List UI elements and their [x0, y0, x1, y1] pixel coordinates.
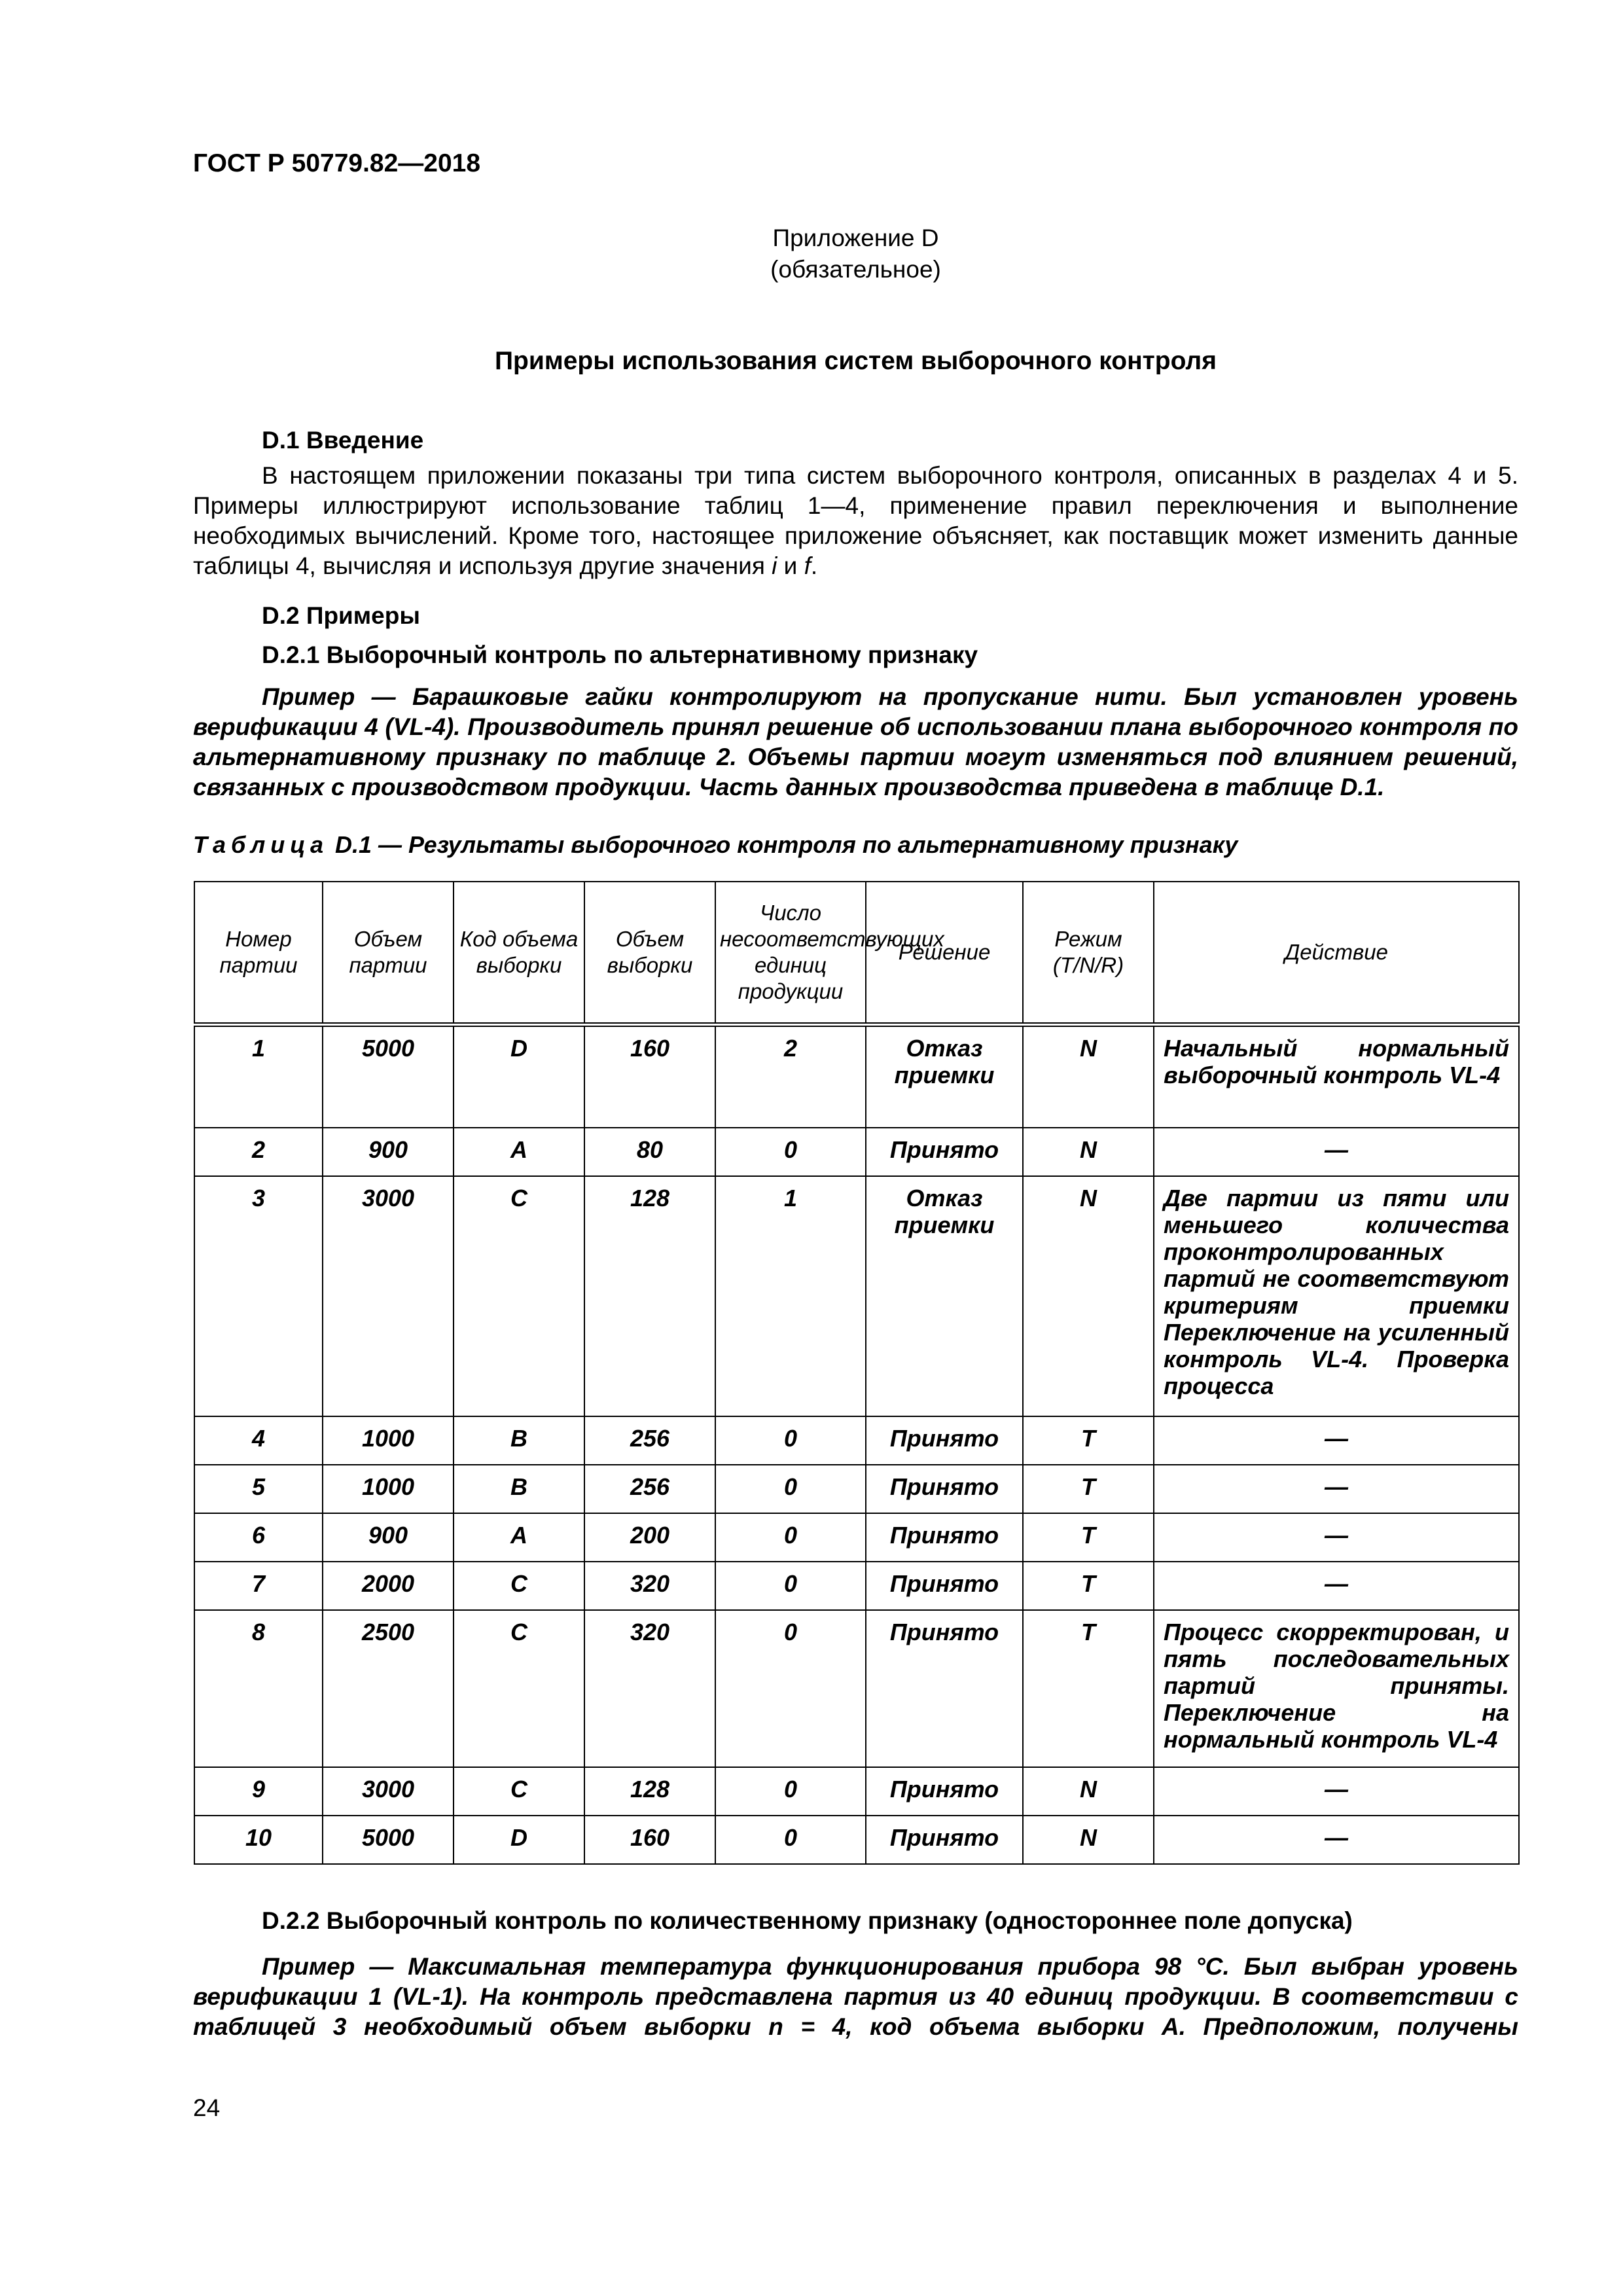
results-table	[194, 881, 1520, 1865]
appendix-label	[193, 223, 1518, 285]
and-text: и	[777, 552, 804, 579]
table-row	[194, 1128, 1519, 1176]
cell-action: —	[1154, 1767, 1519, 1816]
section-heading-d22: D.2.2 Выборочный контроль по количественному признаку (одностороннее поле допуска)	[262, 1907, 1353, 1934]
cell-sample-size: 160	[584, 1024, 715, 1128]
table-row	[194, 1610, 1519, 1767]
cell-nonconforming: 1	[715, 1176, 866, 1416]
cell-mode: N	[1023, 1816, 1154, 1864]
cell-lot-size: 3000	[323, 1767, 454, 1816]
cell-nonconforming: 0	[715, 1128, 866, 1176]
cell-sample-code: C	[454, 1562, 584, 1610]
cell-decision: Принято	[866, 1767, 1023, 1816]
cell-sample-code: D	[454, 1024, 584, 1128]
cell-decision: Принято	[866, 1416, 1023, 1465]
cell-sample-size: 200	[584, 1513, 715, 1562]
cell-lot: 6	[194, 1513, 323, 1562]
cell-lot-size: 5000	[323, 1816, 454, 1864]
table-row	[194, 1816, 1519, 1864]
cell-lot: 9	[194, 1767, 323, 1816]
cell-mode: T	[1023, 1465, 1154, 1513]
example-d21: Пример — Барашковые гайки контролируют на пропускание нити. Был установлен уровень верификации 4 (VL-4). Производитель принял решение об использовании плана выборочного контроля по альтернативному признаку по таблице 2. Объемы партии могут изменяться под влиянием решений, связанных с производством продукции. Часть данных производства приведена в таблице D.1.	[193, 683, 1518, 800]
cell-action: —	[1154, 1816, 1519, 1864]
examples-section	[193, 601, 1518, 802]
cell-action: —	[1154, 1465, 1519, 1513]
cell-sample-size: 256	[584, 1416, 715, 1465]
cell-mode: T	[1023, 1513, 1154, 1562]
cell-sample-size: 80	[584, 1128, 715, 1176]
intro-section	[193, 425, 1518, 581]
cell-sample-size: 256	[584, 1465, 715, 1513]
appendix-status: (обязательное)	[770, 256, 941, 283]
cell-nonconforming: 0	[715, 1562, 866, 1610]
cell-lot-size: 900	[323, 1513, 454, 1562]
cell-lot: 4	[194, 1416, 323, 1465]
header-sample-size: Объем выборки	[584, 882, 715, 1024]
period: .	[810, 552, 818, 579]
cell-sample-code: C	[454, 1176, 584, 1416]
document-header: ГОСТ Р 50779.82—2018	[193, 149, 481, 177]
cell-lot: 5	[194, 1465, 323, 1513]
cell-mode: N	[1023, 1128, 1154, 1176]
cell-mode: N	[1023, 1767, 1154, 1816]
header-action: Действие	[1154, 882, 1519, 1024]
cell-sample-size: 160	[584, 1816, 715, 1864]
caption-word: Таблица	[193, 831, 329, 858]
header-sample-code: Код объема выборки	[454, 882, 584, 1024]
cell-action: Процесс скорректирован, и пять последовательных партий приняты. Переключение на нормальный контроль VL-4	[1154, 1610, 1519, 1767]
example-d22: Пример — Максимальная температура функционирования прибора 98 °С. Был выбран уровень верификации 1 (VL-1). На контроль представлена партия из 40 единиц продукции. В соответствии с таблицей 3 необходимый объем выборки n = 4, код объема выборки А. Предположим, получены	[193, 1953, 1518, 2040]
cell-lot-size: 1000	[323, 1465, 454, 1513]
cell-lot-size: 3000	[323, 1176, 454, 1416]
cell-nonconforming: 0	[715, 1816, 866, 1864]
table-row	[194, 1767, 1519, 1816]
table-row	[194, 1416, 1519, 1465]
cell-sample-size: 320	[584, 1610, 715, 1767]
section-heading-d1: D.1 Введение	[262, 427, 424, 454]
cell-action: Начальный нормальный выборочный контроль VL-4	[1154, 1024, 1519, 1128]
cell-nonconforming: 0	[715, 1513, 866, 1562]
d1-text: В настоящем приложении показаны три типа систем выборочного контроля, описанных в разделах 4 и 5. Примеры иллюстрируют использование таблиц 1—4, применение правил переключения и выполнение необходимых вычислений. Кроме того, настоящее приложение объясняет, как поставщик может изменить данные таблицы 4, вычисляя и используя другие значения	[193, 462, 1518, 579]
section-d22	[193, 1906, 1518, 2042]
cell-lot-size: 2000	[323, 1562, 454, 1610]
cell-mode: T	[1023, 1610, 1154, 1767]
header-mode: Режим (T/N/R)	[1023, 882, 1154, 1024]
cell-decision: Принято	[866, 1513, 1023, 1562]
header-lot: Номер партии	[194, 882, 323, 1024]
cell-lot-size: 1000	[323, 1416, 454, 1465]
cell-sample-code: C	[454, 1610, 584, 1767]
table-row	[194, 1465, 1519, 1513]
cell-action: —	[1154, 1513, 1519, 1562]
table-row	[194, 1562, 1519, 1610]
cell-sample-code: A	[454, 1513, 584, 1562]
cell-decision: Принято	[866, 1128, 1023, 1176]
table-header-row	[194, 882, 1519, 1024]
cell-decision: Принято	[866, 1562, 1023, 1610]
header-decision: Решение	[866, 882, 1023, 1024]
cell-sample-code: B	[454, 1416, 584, 1465]
cell-mode: T	[1023, 1562, 1154, 1610]
table-row	[194, 1176, 1519, 1416]
cell-action: —	[1154, 1128, 1519, 1176]
cell-mode: N	[1023, 1176, 1154, 1416]
cell-nonconforming: 0	[715, 1416, 866, 1465]
header-lot-size: Объем партии	[323, 882, 454, 1024]
cell-nonconforming: 0	[715, 1767, 866, 1816]
cell-lot: 7	[194, 1562, 323, 1610]
section-heading-d21: D.2.1 Выборочный контроль по альтернативному признаку	[262, 641, 978, 668]
table-row	[194, 1513, 1519, 1562]
cell-lot: 2	[194, 1128, 323, 1176]
cell-sample-size: 320	[584, 1562, 715, 1610]
cell-decision: Принято	[866, 1465, 1023, 1513]
appendix-title: Приложение D	[772, 224, 939, 251]
cell-sample-size: 128	[584, 1176, 715, 1416]
cell-action: Две партии из пяти или меньшего количества проконтролированных партий не соответствуют критериям приемки Переключение на усиленный контроль VL-4. Проверка процесса	[1154, 1176, 1519, 1416]
section-heading-d2: D.2 Примеры	[262, 602, 420, 629]
cell-sample-size: 128	[584, 1767, 715, 1816]
var-f: f	[804, 552, 811, 579]
section-text-d1	[193, 461, 1518, 581]
cell-decision: Принято	[866, 1816, 1023, 1864]
cell-mode: T	[1023, 1416, 1154, 1465]
cell-decision: Отказ приемки	[866, 1176, 1023, 1416]
cell-lot: 3	[194, 1176, 323, 1416]
cell-nonconforming: 0	[715, 1465, 866, 1513]
cell-action: —	[1154, 1416, 1519, 1465]
cell-decision: Принято	[866, 1610, 1023, 1767]
page-number: 24	[193, 2094, 221, 2121]
caption-text: D.1 — Результаты выборочного контроля по альтернативному признаку	[329, 831, 1238, 858]
cell-sample-code: B	[454, 1465, 584, 1513]
cell-lot-size: 5000	[323, 1024, 454, 1128]
table-row	[194, 1024, 1519, 1128]
cell-lot: 8	[194, 1610, 323, 1767]
table-caption	[193, 831, 1238, 859]
cell-sample-code: A	[454, 1128, 584, 1176]
cell-sample-code: C	[454, 1767, 584, 1816]
cell-lot-size: 900	[323, 1128, 454, 1176]
cell-action: —	[1154, 1562, 1519, 1610]
page-title: Примеры использования систем выборочного контроля	[495, 347, 1217, 375]
var-i: i	[772, 552, 777, 579]
cell-mode: N	[1023, 1024, 1154, 1128]
cell-sample-code: D	[454, 1816, 584, 1864]
cell-lot: 10	[194, 1816, 323, 1864]
cell-lot-size: 2500	[323, 1610, 454, 1767]
cell-nonconforming: 2	[715, 1024, 866, 1128]
header-nonconforming: Число несоответствующих единиц продукции	[715, 882, 866, 1024]
cell-nonconforming: 0	[715, 1610, 866, 1767]
cell-lot: 1	[194, 1024, 323, 1128]
cell-decision: Отказ приемки	[866, 1024, 1023, 1128]
